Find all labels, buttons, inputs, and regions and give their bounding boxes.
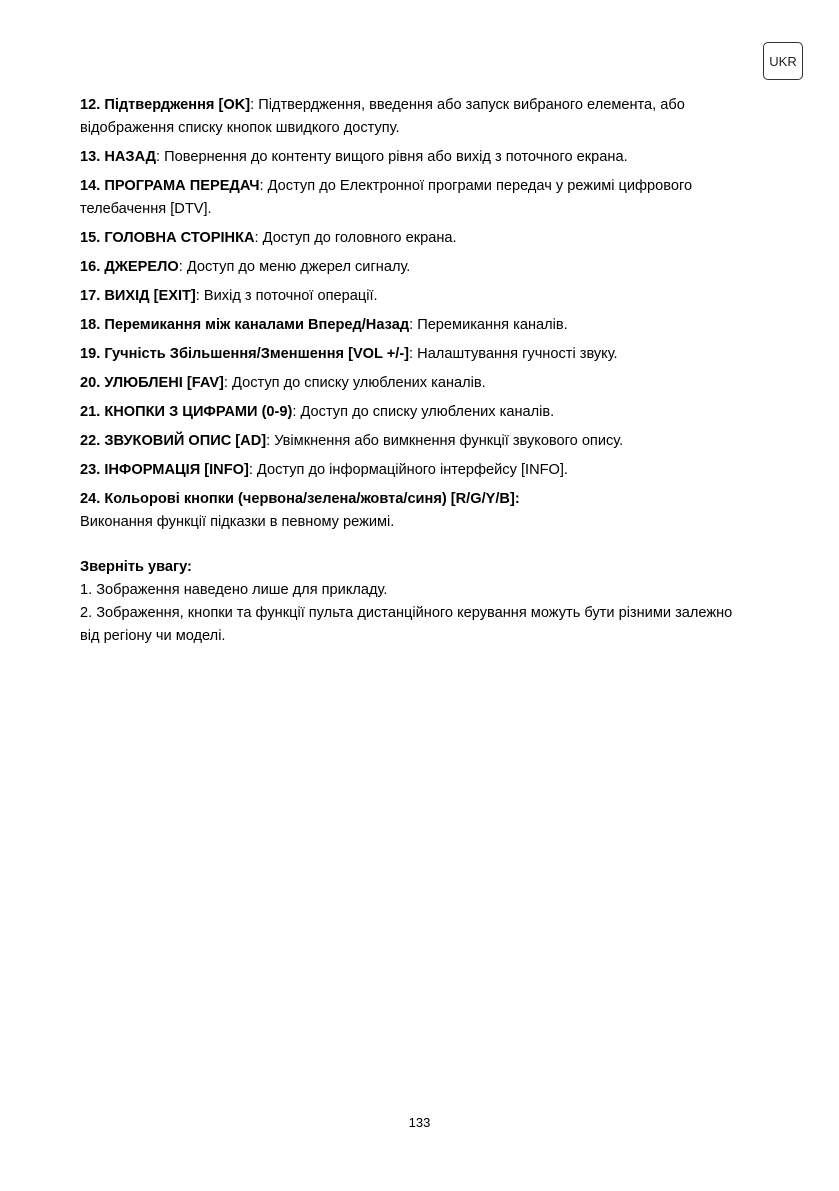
page-number: 133	[408, 1115, 431, 1130]
list-item	[80, 285, 740, 308]
item-description: : Доступ до інформаційного інтерфейсу [INFO].	[248, 462, 568, 478]
item-term: 14. ПРОГРАМА ПЕРЕДАЧ	[80, 178, 260, 194]
item-description: : Доступ до списку улюблених каналів.	[223, 375, 486, 391]
note-line: 2. Зображення, кнопки та функції пульта дистанційного керування можуть бути різними залежно від регіону чи моделі.	[80, 605, 733, 644]
item-term: 23. ІНФОРМАЦІЯ [INFO]	[80, 462, 249, 478]
item-term: 15. ГОЛОВНА СТОРІНКА	[80, 230, 255, 246]
item-term: 20. УЛЮБЛЕНІ [FAV]	[80, 375, 224, 391]
item-description: : Доступ до списку улюблених каналів.	[292, 404, 555, 420]
item-description: : Повернення до контенту вищого рівня або вихід з поточного екрана.	[156, 149, 628, 165]
list-item	[80, 314, 740, 337]
item-term: 18. Перемикання між каналами Вперед/Назад	[80, 317, 410, 333]
item-description: : Доступ до меню джерел сигналу.	[178, 259, 411, 275]
item-description: : Доступ до головного екрана.	[254, 230, 457, 246]
list-item	[80, 227, 740, 250]
note-line: 1. Зображення наведено лише для прикладу.	[80, 582, 388, 598]
item-description: : Увімкнення або вимкнення функції звукового опису.	[266, 433, 624, 449]
item-term: 16. ДЖЕРЕЛО	[80, 259, 179, 275]
list-item	[80, 372, 740, 395]
note-title: Зверніть увагу:	[80, 559, 192, 575]
item-description: : Перемикання каналів.	[409, 317, 568, 333]
language-badge: UKR	[763, 42, 803, 80]
item-description: : Налаштування гучності звуку.	[409, 346, 618, 362]
item-term: 17. ВИХІД [EXIT]	[80, 288, 196, 304]
item-term: 22. ЗВУКОВИЙ ОПИС [AD]	[80, 433, 267, 449]
item-description: Виконання функції підказки в певному режимі.	[80, 514, 395, 530]
list-item	[80, 343, 740, 366]
item-description: : Вихід з поточної операції.	[195, 288, 378, 304]
item-description: : Підтвердження, введення або запуск вибраного елемента, або відображення списку кнопок швидкого доступу.	[80, 97, 685, 136]
item-term: 19. Гучність Збільшення/Зменшення [VOL +/-]	[80, 346, 410, 362]
item-term: 24. Кольорові кнопки (червона/зелена/жовта/синя) [R/G/Y/B]:	[80, 491, 520, 507]
item-term: 13. НАЗАД	[80, 149, 157, 165]
note-section	[80, 556, 740, 648]
list-item	[80, 488, 740, 534]
list-item	[80, 94, 740, 140]
document-body	[80, 94, 740, 648]
list-item	[80, 256, 740, 279]
item-term: 12. Підтвердження [OK]	[80, 97, 251, 113]
list-item	[80, 146, 740, 169]
list-item	[80, 459, 740, 482]
list-item	[80, 401, 740, 424]
list-item	[80, 430, 740, 453]
item-description: : Доступ до Електронної програми передач у режимі цифрового телебачення [DTV].	[80, 178, 693, 217]
item-term: 21. КНОПКИ З ЦИФРАМИ (0-9)	[80, 404, 293, 420]
list-item	[80, 175, 740, 221]
